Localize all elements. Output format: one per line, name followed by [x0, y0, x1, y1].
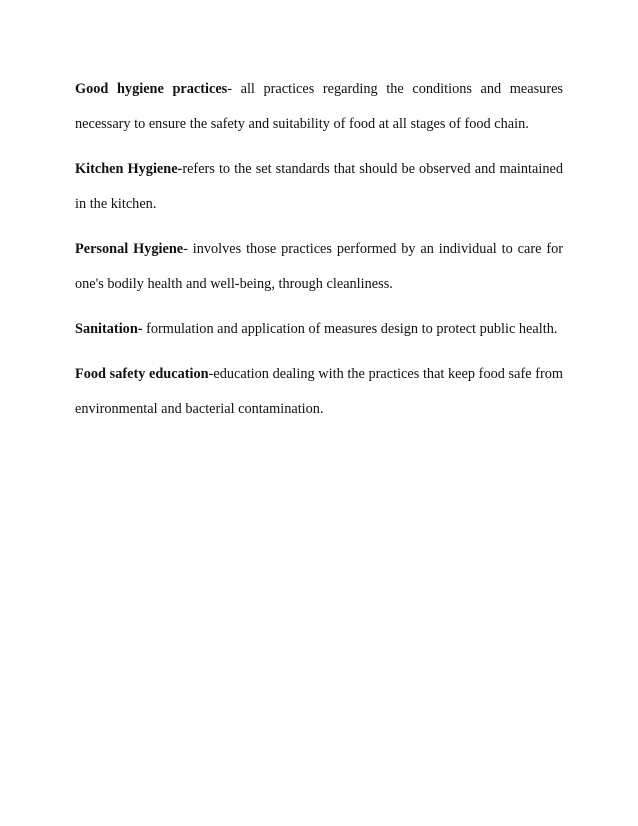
- definition-term: Personal Hygiene: [75, 241, 184, 257]
- definition-term: Good hygiene practices: [75, 81, 228, 97]
- document-body: [75, 72, 563, 437]
- definition-term: Food safety education: [75, 366, 209, 382]
- definition-entry: [75, 152, 563, 222]
- definition-text: -education dealing with the practices that keep food safe from environmental and bacterial contamination.: [75, 366, 563, 417]
- definition-term: Kitchen Hygiene-: [75, 161, 183, 177]
- definition-text: - involves those practices performed by an individual to care for one's bodily health and well-being, through cleanliness.: [75, 241, 563, 292]
- definition-text: - all practices regarding the conditions and measures necessary to ensure the safety and suitability of food at all stages of food chain.: [75, 81, 563, 132]
- definition-term: Sanitation-: [75, 321, 143, 337]
- definition-text: refers to the set standards that should be observed and maintained in the kitchen.: [75, 161, 563, 212]
- definition-entry: [75, 232, 563, 302]
- definition-entry: [75, 357, 563, 427]
- definition-entry: [75, 312, 563, 347]
- definition-text: formulation and application of measures design to protect public health.: [142, 321, 558, 337]
- definition-entry: [75, 72, 563, 142]
